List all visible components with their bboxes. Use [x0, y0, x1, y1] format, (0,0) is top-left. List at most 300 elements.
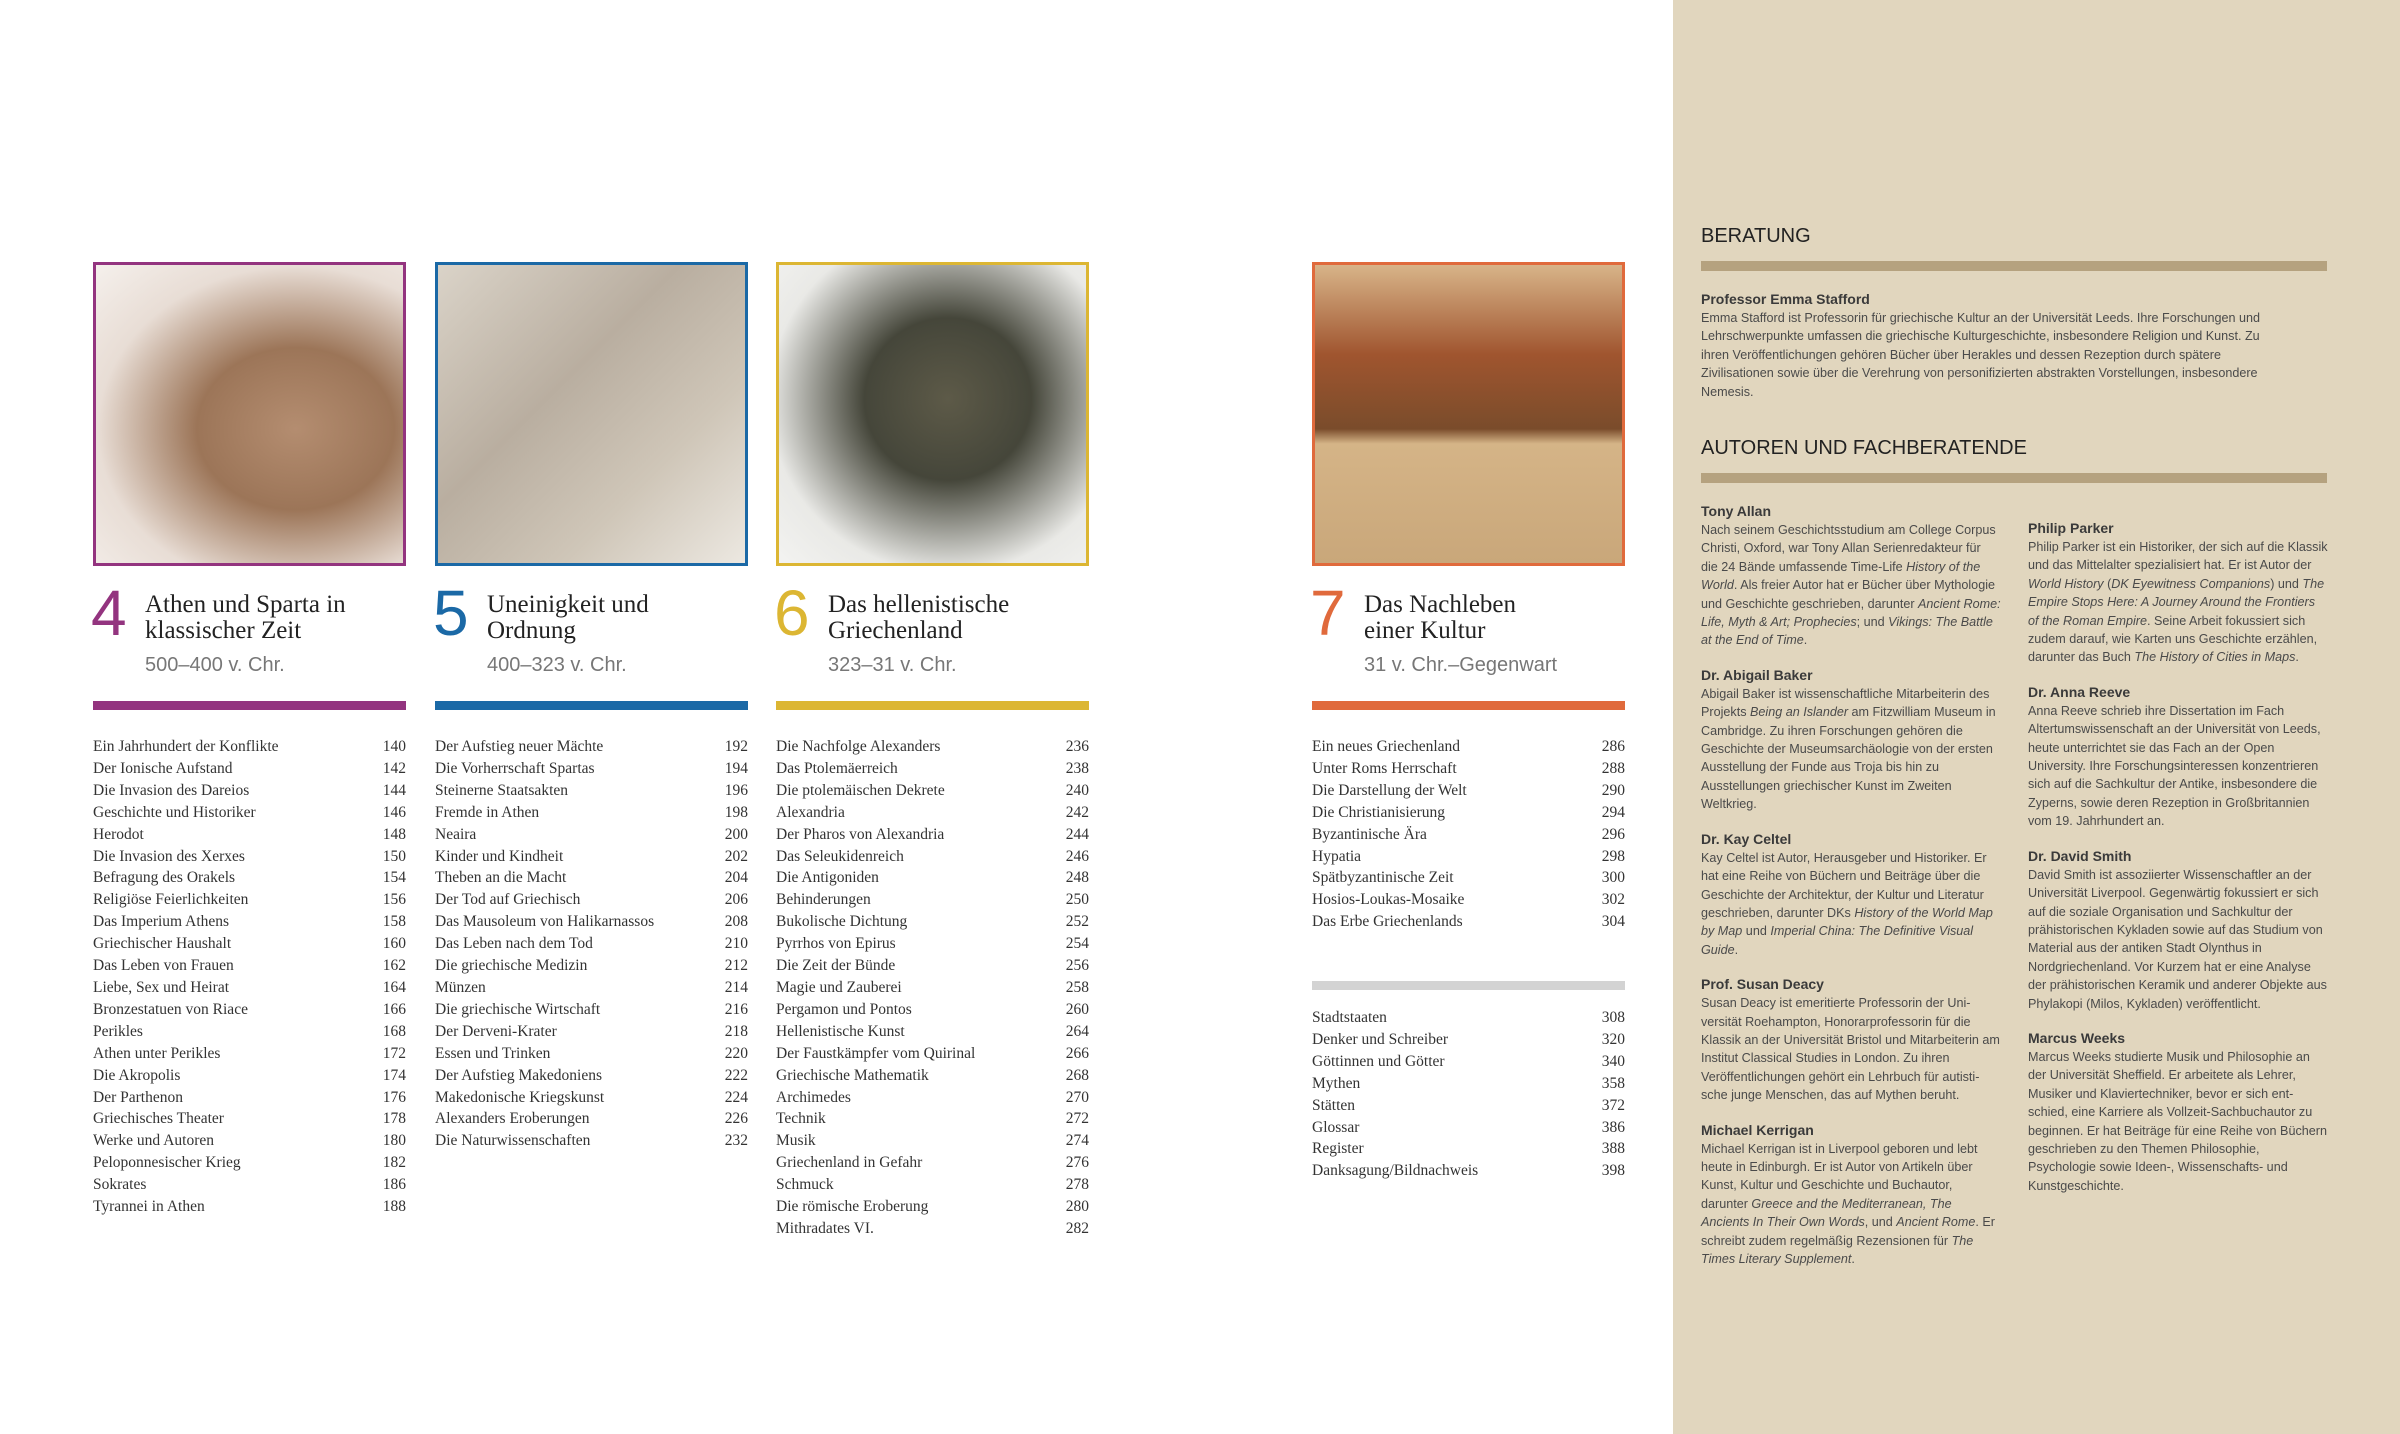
- toc-entry-page: 298: [1601, 847, 1625, 865]
- toc-entry-page: 178: [382, 1110, 406, 1128]
- toc-entry-title: Der Pharos von Alexandria: [776, 825, 945, 843]
- toc-entry-title: Glossar: [1312, 1118, 1360, 1136]
- toc-entry-title: Ein neues Griechenland: [1312, 738, 1461, 755]
- contributor-bio: Philip Parker ist ein Historiker, der sich auf die Klassik und das Mittelalter spezialisiert hat. Er ist Autor der World History (DK Eyewitness Companions) und The Empire Stops Here: A Journey Around the Frontiers of the Roman Empire. Seine Arbeit fokussiert sich zudem darauf, wie Karten uns Geschichte erzählen, darunter das Buch The History of Cities in Maps.: [2028, 540, 2328, 665]
- chapter-image-bronze-bust: [776, 262, 1089, 566]
- chapter-date: 400–323 v. Chr.: [487, 654, 627, 676]
- toc-entry-page: 340: [1601, 1052, 1625, 1070]
- toc-entry[interactable]: [435, 911, 748, 933]
- toc-entry[interactable]: [93, 1043, 406, 1065]
- toc-entry-page: 142: [382, 759, 406, 777]
- toc-entry-page: 280: [1065, 1198, 1089, 1216]
- toc-entry[interactable]: [93, 867, 406, 889]
- toc-entry[interactable]: [93, 933, 406, 955]
- toc-entry-page: 140: [382, 738, 406, 755]
- toc-entry[interactable]: [1312, 1073, 1625, 1095]
- toc-entry[interactable]: [93, 955, 406, 977]
- toc-entry[interactable]: [93, 780, 406, 802]
- toc-entry[interactable]: [776, 1021, 1089, 1043]
- toc-entry-page: 252: [1065, 913, 1089, 931]
- toc-entry-title: Sokrates: [93, 1176, 147, 1194]
- authors-heading: AUTOREN UND FACHBERATENDE: [1701, 437, 2027, 459]
- authors-divider: [1701, 473, 2327, 483]
- contributor-name: Prof. Susan Deacy: [1701, 976, 1824, 993]
- toc-entry-page: 358: [1601, 1074, 1625, 1092]
- toc-entry-page: 148: [382, 825, 406, 843]
- toc-entry-title: Stadtstaaten: [1312, 1009, 1387, 1026]
- toc-entry-page: 174: [382, 1066, 406, 1084]
- toc-entry-title: Das Seleukidenreich: [776, 847, 904, 865]
- toc-entry-title: Das Ptolemäerreich: [776, 759, 898, 777]
- contributor-name: Marcus Weeks: [2028, 1029, 2126, 1046]
- toc-entry[interactable]: [93, 999, 406, 1021]
- toc-entry-title: Das Leben von Frauen: [93, 957, 234, 975]
- toc-entry-title: Der Aufstieg Makedoniens: [435, 1066, 603, 1084]
- contributor-bio: Marcus Weeks studierte Musik und Philosophie an der Universität Sheffield. Er arbeitete als Lehrer, Musiker und Klaviertechniker, bevor er sich entschied, eine Karriere als Vollzeit-Sachbuchautor zu beginnen. Er hat Beiträge für eine Reihe von Büchern geschrieben zu den Themen Philosophie, Psychologie sowie Ideen-, Wissenschafts- und Kunstgeschichte.: [2028, 1049, 2327, 1193]
- chapter-image-stone-relief-warriors: [435, 262, 748, 566]
- contributors-panel: [1673, 0, 2400, 1434]
- contributor-bio: Susan Deacy ist emeritierte Professorin der Universität Roehampton, Honorarprofessorin für die Klassik an der Universität Bristol und Mitarbeiterin am Institut Classical Studies in London. Zu ihren Veröffentlichungen gehört ein Lehrbuch für autistische junge Menschen, das auf Mythen beruht.: [1701, 996, 2000, 1103]
- toc-entry-page: 272: [1065, 1110, 1089, 1128]
- back-matter-list: [1312, 1007, 1625, 1182]
- toc-entry[interactable]: [1312, 889, 1625, 911]
- toc-entry[interactable]: [776, 889, 1089, 911]
- toc-entry-title: Der Faustkämpfer vom Quirinal: [776, 1044, 976, 1062]
- chapter-date: 31 v. Chr.–Gegenwart: [1364, 654, 1558, 676]
- chapter-title: Das Nachleben einer Kultur: [1364, 591, 1517, 644]
- toc-entry[interactable]: [93, 736, 406, 758]
- toc-entry-title: Byzantinische Ära: [1312, 825, 1427, 843]
- toc-entry[interactable]: [1312, 736, 1625, 758]
- toc-entry-title: Befragung des Orakels: [93, 869, 236, 887]
- chapter-color-bar: [1312, 701, 1625, 710]
- toc-entry[interactable]: [776, 1130, 1089, 1152]
- chapter-toc-list: [776, 736, 1089, 1240]
- toc-entry-page: 232: [724, 1132, 748, 1150]
- toc-entry-title: Peloponnesischer Krieg: [93, 1154, 241, 1172]
- toc-entry[interactable]: [93, 802, 406, 824]
- toc-entry-title: Herodot: [93, 825, 144, 843]
- toc-entry-title: Geschichte und Historiker: [93, 803, 256, 821]
- toc-entry[interactable]: [776, 933, 1089, 955]
- contributor-name: Dr. Kay Celtel: [1701, 830, 1792, 847]
- toc-entry[interactable]: [776, 911, 1089, 933]
- toc-entry-page: 238: [1065, 759, 1089, 777]
- toc-entry-page: 212: [724, 957, 748, 975]
- toc-entry-title: Mithradates VI.: [776, 1219, 874, 1237]
- toc-entry-title: Schmuck: [776, 1176, 834, 1194]
- contributor-bio: Anna Reeve schrieb ihre Dissertation im Fach Altertumswissenschaft an der Universität von Leeds, heute unterrichtet sie das Fach an der Open University. Ihre Forschungsinteressen konzentrieren sich auf die Sachkultur der Antike, insbesondere die Zyperns, sowie deren Rezeption in Großbritannien vom 19. Jahrhundert an.: [2028, 703, 2321, 829]
- toc-entry-page: 222: [724, 1066, 748, 1084]
- toc-entry-page: 176: [382, 1088, 406, 1106]
- consultant-bio: [1701, 290, 2261, 401]
- contributor-name: Dr. Abigail Baker: [1701, 666, 1813, 683]
- toc-entry-title: Neaira: [435, 825, 477, 843]
- toc-entry[interactable]: [776, 1174, 1089, 1196]
- toc-entry-title: Die Naturwissenschaften: [435, 1132, 591, 1150]
- toc-entry[interactable]: [435, 1065, 748, 1087]
- toc-entry[interactable]: [93, 889, 406, 911]
- toc-entry[interactable]: [1312, 824, 1625, 846]
- contributor-entry: [2028, 519, 2328, 667]
- toc-entry-page: 240: [1065, 781, 1089, 799]
- toc-entry-page: 278: [1065, 1176, 1089, 1194]
- chapter-toc-list: [435, 736, 748, 1152]
- toc-entry-page: 288: [1601, 759, 1625, 777]
- toc-entry[interactable]: [93, 1021, 406, 1043]
- toc-entry-title: Das Leben nach dem Tod: [435, 935, 593, 953]
- toc-entry[interactable]: [1312, 758, 1625, 780]
- contributor-bio: Nach seinem Geschichtsstudium am College Corpus Christi, Oxford, war Tony Allan Serienredakteur für die 24 Bände umfassende Time-Life History of the World. Als freier Autor hat er Bücher über Mythologie und Geschichte geschrieben, darunter Ancient Rome: Life, Myth & Art; Prophecies; und Vikings: The Battle at the End of Time.: [1701, 523, 2001, 648]
- contributor-name: Philip Parker: [2028, 520, 2114, 536]
- toc-entry[interactable]: [93, 824, 406, 846]
- toc-entry-page: 188: [382, 1198, 406, 1216]
- toc-entry[interactable]: [93, 911, 406, 933]
- toc-entry[interactable]: [435, 780, 748, 802]
- toc-entry-title: Stätten: [1312, 1096, 1356, 1114]
- toc-entry-title: Die griechische Medizin: [435, 957, 588, 975]
- toc-entry[interactable]: [1312, 1051, 1625, 1073]
- contributor-name: Dr. David Smith: [2028, 847, 2132, 864]
- toc-entry-page: 248: [1065, 869, 1089, 887]
- chapter-date: 500–400 v. Chr.: [145, 654, 285, 676]
- toc-entry-page: 302: [1601, 891, 1625, 909]
- toc-entry-page: 194: [724, 759, 748, 777]
- toc-entry[interactable]: [776, 758, 1089, 780]
- toc-entry-title: Werke und Autoren: [93, 1132, 214, 1150]
- chapter-title: Uneinigkeit und Ordnung: [487, 591, 649, 644]
- toc-entry-title: Göttinnen und Götter: [1312, 1052, 1445, 1070]
- authors-column-1: [1701, 502, 2001, 1284]
- toc-entry[interactable]: [776, 1196, 1089, 1218]
- toc-entry-page: 258: [1065, 978, 1089, 996]
- toc-entry[interactable]: [776, 955, 1089, 977]
- chapter-image-illuminated-manuscript: [1312, 262, 1625, 566]
- chapter-color-bar: [435, 701, 748, 710]
- toc-entry-title: Musik: [776, 1132, 816, 1150]
- toc-entry[interactable]: [93, 977, 406, 999]
- toc-entry-title: Theben an die Macht: [435, 869, 567, 887]
- contributor-name: Tony Allan: [1701, 503, 1771, 519]
- toc-entry-title: Der Ionische Aufstand: [93, 759, 233, 777]
- toc-entry-page: 286: [1601, 738, 1625, 755]
- toc-entry[interactable]: [435, 802, 748, 824]
- toc-entry-title: Religiöse Feierlichkeiten: [93, 891, 249, 909]
- toc-entry-page: 270: [1065, 1088, 1089, 1106]
- toc-entry[interactable]: [93, 758, 406, 780]
- chapter-7: [1312, 262, 1625, 933]
- toc-entry[interactable]: [776, 1152, 1089, 1174]
- authors-column-2: [2028, 519, 2328, 1211]
- chapter-color-bar: [93, 701, 406, 710]
- toc-entry[interactable]: [93, 1196, 406, 1218]
- toc-entry-page: 196: [724, 781, 748, 799]
- toc-entry-title: Alexandria: [776, 803, 845, 821]
- toc-entry[interactable]: [93, 1087, 406, 1109]
- toc-entry-title: Kinder und Kindheit: [435, 847, 564, 865]
- toc-entry-page: 146: [382, 803, 406, 821]
- back-matter-divider: [1312, 981, 1625, 990]
- toc-entry-page: 254: [1065, 935, 1089, 953]
- toc-entry-page: 210: [724, 935, 748, 953]
- toc-entry[interactable]: [776, 736, 1089, 758]
- chapter-date: 323–31 v. Chr.: [828, 654, 957, 676]
- chapter-6: [776, 262, 1089, 1240]
- toc-entry-page: 256: [1065, 957, 1089, 975]
- toc-entry-page: 260: [1065, 1000, 1089, 1018]
- toc-entry-page: 308: [1601, 1009, 1625, 1026]
- toc-entry[interactable]: [93, 846, 406, 868]
- toc-entry-title: Die Vorherrschaft Spartas: [435, 759, 595, 777]
- toc-entry-page: 264: [1065, 1022, 1089, 1040]
- toc-entry-page: 320: [1601, 1030, 1625, 1048]
- contributor-entry: [1701, 830, 2001, 959]
- contributor-bio: David Smith ist assoziierter Wissenschaftler an der Universität Liverpool. Gegenwärtig fokussiert er sich auf die soziale Organisation und Sachkultur der prähistorischen Kykladen sowie auf das Studium von Material aus der antiken Stadt Olynthus in Nordgriechenland. Vor Kurzem hat er eine Analyse der prähistorischen Keramik und anderer Objekte aus Phylakopi (Milos, Kykladen) veröffentlicht.: [2028, 867, 2327, 1011]
- toc-entry-page: 202: [724, 847, 748, 865]
- toc-entry[interactable]: [1312, 1029, 1625, 1051]
- toc-entry-page: 304: [1601, 913, 1625, 931]
- toc-entry-page: 182: [382, 1154, 406, 1172]
- toc-entry-title: Hosios-Loukas-Mosaike: [1312, 891, 1465, 909]
- toc-entry-title: Das Mausoleum von Halikarnassos: [435, 913, 655, 931]
- toc-entry[interactable]: [435, 1108, 748, 1130]
- toc-entry-page: 164: [382, 978, 406, 996]
- toc-entry[interactable]: [776, 824, 1089, 846]
- toc-entry[interactable]: [776, 867, 1089, 889]
- toc-entry-page: 154: [382, 869, 406, 887]
- toc-entry-title: Griechischer Haushalt: [93, 935, 232, 953]
- toc-entry-page: 244: [1065, 825, 1089, 843]
- toc-entry-page: 276: [1065, 1154, 1089, 1172]
- toc-entry-title: Archimedes: [776, 1088, 851, 1106]
- chapter-title: Athen und Sparta in klassischer Zeit: [145, 591, 346, 644]
- toc-entry-title: Pergamon und Pontos: [776, 1000, 912, 1018]
- chapter-title: Das hellenistische Griechenland: [828, 591, 1010, 644]
- toc-entry-page: 282: [1065, 1219, 1089, 1237]
- toc-entry-page: 290: [1601, 781, 1625, 799]
- toc-entry-page: 274: [1065, 1132, 1089, 1150]
- chapter-number: 4: [91, 577, 127, 649]
- toc-entry[interactable]: [93, 1130, 406, 1152]
- toc-entry-title: Die Invasion des Dareios: [93, 781, 250, 799]
- toc-entry[interactable]: [93, 1065, 406, 1087]
- toc-entry[interactable]: [776, 1043, 1089, 1065]
- toc-entry[interactable]: [1312, 1117, 1625, 1139]
- toc-entry-page: 208: [724, 913, 748, 931]
- consulting-divider: [1701, 261, 2327, 271]
- contributor-entry: [2028, 1029, 2328, 1195]
- toc-entry-page: 216: [724, 1000, 748, 1018]
- toc-entry[interactable]: [776, 802, 1089, 824]
- toc-entry-title: Perikles: [93, 1022, 143, 1040]
- toc-entry-page: 266: [1065, 1044, 1089, 1062]
- toc-entry-page: 200: [724, 825, 748, 843]
- toc-entry-title: Athen unter Perikles: [93, 1044, 221, 1062]
- toc-entry-title: Bukolische Dichtung: [776, 913, 908, 931]
- toc-entry[interactable]: [1312, 1007, 1625, 1029]
- toc-entry-page: 398: [1601, 1162, 1625, 1180]
- toc-entry-title: Der Parthenon: [93, 1088, 183, 1106]
- toc-entry-title: Die griechische Wirtschaft: [435, 1000, 601, 1018]
- toc-entry[interactable]: [93, 1174, 406, 1196]
- toc-entry-page: 226: [724, 1110, 748, 1128]
- toc-entry-page: 204: [724, 869, 748, 887]
- toc-entry[interactable]: [1312, 1138, 1625, 1160]
- toc-entry-page: 224: [724, 1088, 748, 1106]
- toc-entry-title: Die Antigoniden: [776, 869, 879, 887]
- toc-entry[interactable]: [435, 955, 748, 977]
- contributor-entry: [1701, 502, 2001, 650]
- chapter-color-bar: [776, 701, 1089, 710]
- toc-entry-title: Steinerne Staatsakten: [435, 781, 568, 799]
- toc-entry-title: Die Zeit der Bünde: [776, 957, 896, 975]
- toc-entry-title: Denker und Schreiber: [1312, 1030, 1449, 1048]
- chapter-toc-list: [93, 736, 406, 1218]
- chapter-5: [435, 262, 748, 1152]
- toc-entry-page: 236: [1065, 738, 1089, 755]
- toc-entry[interactable]: [435, 1021, 748, 1043]
- toc-entry-page: 214: [724, 978, 748, 996]
- toc-entry[interactable]: [1312, 867, 1625, 889]
- toc-entry-title: Magie und Zauberei: [776, 978, 902, 996]
- contributor-name: Michael Kerrigan: [1701, 1121, 1814, 1138]
- toc-entry[interactable]: [776, 1087, 1089, 1109]
- toc-entry-title: Ein Jahrhundert der Konflikte: [93, 738, 279, 755]
- toc-entry-page: 192: [724, 738, 748, 755]
- toc-entry-title: Hellenistische Kunst: [776, 1022, 905, 1040]
- toc-entry-title: Der Tod auf Griechisch: [435, 891, 581, 909]
- toc-entry-page: 186: [382, 1176, 406, 1194]
- chapter-toc-list: [1312, 736, 1625, 933]
- toc-entry-page: 150: [382, 847, 406, 865]
- toc-entry-title: Pyrrhos von Epirus: [776, 935, 896, 953]
- toc-entry-page: 158: [382, 913, 406, 931]
- toc-entry[interactable]: [435, 824, 748, 846]
- chapter-image-bronze-helmet-head: [93, 262, 406, 566]
- toc-entry-page: 242: [1065, 803, 1089, 821]
- toc-entry-page: 180: [382, 1132, 406, 1150]
- toc-entry-page: 162: [382, 957, 406, 975]
- toc-entry-title: Spätbyzantinische Zeit: [1312, 869, 1454, 887]
- consulting-heading: BERATUNG: [1701, 225, 1811, 247]
- contributor-name: Dr. Anna Reeve: [2028, 683, 2131, 700]
- toc-entry[interactable]: [1312, 1160, 1625, 1182]
- contributor-bio: Emma Stafford ist Professorin für griechische Kultur an der Universität Leeds. Ihre Forschungen und Lehrschwerpunkte umfassen die griechische Kulturgeschichte, insbesondere Religion und Kunst. Zu ihren Veröffentlichungen gehören Bücher über Herakles und dessen Rezeption durch spätere Zivilisationen sowie über die Verehrung von personifizierten abstrakten Vorstellungen, insbesondere Nemesis.: [1701, 311, 2261, 399]
- toc-entry[interactable]: [1312, 911, 1625, 933]
- toc-entry[interactable]: [435, 1130, 748, 1152]
- toc-entry[interactable]: [1312, 802, 1625, 824]
- toc-entry[interactable]: [435, 867, 748, 889]
- toc-entry-title: Behinderungen: [776, 891, 871, 909]
- toc-entry-page: 294: [1601, 803, 1625, 821]
- toc-entry-page: 268: [1065, 1066, 1089, 1084]
- toc-entry-title: Griechisches Theater: [93, 1110, 224, 1128]
- chapter-number: 5: [433, 577, 469, 649]
- toc-entry[interactable]: [435, 736, 748, 758]
- toc-entry-page: 172: [382, 1044, 406, 1062]
- toc-entry-title: Mythen: [1312, 1074, 1361, 1092]
- toc-entry-title: Die ptolemäischen Dekrete: [776, 781, 945, 799]
- chapter-number: 7: [1310, 577, 1346, 649]
- toc-entry-title: Technik: [776, 1110, 826, 1128]
- toc-entry[interactable]: [435, 846, 748, 868]
- contributor-entry: [2028, 683, 2328, 831]
- toc-entry-title: Das Erbe Griechenlands: [1312, 913, 1463, 931]
- toc-entry[interactable]: [776, 1065, 1089, 1087]
- toc-entry[interactable]: [435, 1087, 748, 1109]
- toc-entry-page: 250: [1065, 891, 1089, 909]
- toc-entry-title: Griechenland in Gefahr: [776, 1154, 923, 1172]
- toc-entry[interactable]: [776, 846, 1089, 868]
- toc-entry[interactable]: [776, 780, 1089, 802]
- toc-entry[interactable]: [435, 758, 748, 780]
- toc-entry[interactable]: [435, 1043, 748, 1065]
- toc-entry[interactable]: [93, 1108, 406, 1130]
- toc-entry-title: Die römische Eroberung: [776, 1198, 929, 1216]
- toc-entry[interactable]: [1312, 780, 1625, 802]
- toc-entry[interactable]: [435, 889, 748, 911]
- toc-entry-title: Liebe, Sex und Heirat: [93, 978, 230, 996]
- toc-entry-page: 372: [1601, 1096, 1625, 1114]
- toc-entry-page: 198: [724, 803, 748, 821]
- toc-entry[interactable]: [776, 1108, 1089, 1130]
- toc-entry-title: Fremde in Athen: [435, 803, 540, 821]
- toc-entry-page: 220: [724, 1044, 748, 1062]
- contributor-entry: [2028, 847, 2328, 1013]
- contributor-entry: [1701, 1121, 2001, 1269]
- contributor-bio: Abigail Baker ist wissenschaftliche Mitarbeiterin des Projekts Being an Islander am Fitzwilliam Museum in Cambridge. Zu ihren Forschungen gehören die Geschichte der Museumsarchäologie von der ersten Ausstellung der Funde aus Troja bis hin zu Ausstellungen griechischer Kunst im Zweiten Weltkrieg.: [1701, 686, 1996, 812]
- toc-entry[interactable]: [93, 1152, 406, 1174]
- toc-entry-page: 300: [1601, 869, 1625, 887]
- toc-entry-title: Danksagung/Bildnachweis: [1312, 1162, 1479, 1180]
- toc-entry-title: Bronzestatuen von Riace: [93, 1000, 248, 1018]
- toc-entry-title: Münzen: [435, 978, 486, 996]
- toc-entry-title: Der Aufstieg neuer Mächte: [435, 738, 604, 755]
- toc-entry[interactable]: [435, 977, 748, 999]
- toc-entry-page: 296: [1601, 825, 1625, 843]
- toc-entry-page: 386: [1601, 1118, 1625, 1136]
- contributor-bio: Kay Celtel ist Autor, Herausgeber und Historiker. Er hat eine Reihe von Büchern und Beiträge über die Geschichte der Architektur, der Kultur und Literatur geschrieben, darunter DKs History of the World Map by Map und Imperial China: The Definitive Visual Guide.: [1701, 850, 1993, 957]
- toc-entry-title: Die Darstellung der Welt: [1312, 781, 1467, 799]
- toc-entry-title: Alexanders Eroberungen: [435, 1110, 590, 1128]
- toc-entry-title: Makedonische Kriegskunst: [435, 1088, 605, 1106]
- toc-entry[interactable]: [776, 999, 1089, 1021]
- toc-entry-page: 156: [382, 891, 406, 909]
- toc-entry-title: Griechische Mathematik: [776, 1066, 929, 1084]
- toc-entry[interactable]: [435, 933, 748, 955]
- contributor-entry: [1701, 975, 2001, 1104]
- toc-entry[interactable]: [1312, 1095, 1625, 1117]
- contributor-name: Professor Emma Stafford: [1701, 291, 1870, 307]
- chapter-4: [93, 262, 406, 1218]
- toc-entry-page: 246: [1065, 847, 1089, 865]
- toc-entry-title: Das Imperium Athens: [93, 913, 230, 931]
- toc-entry[interactable]: [435, 999, 748, 1021]
- toc-entry[interactable]: [1312, 846, 1625, 868]
- chapter-number: 6: [774, 577, 810, 649]
- contributor-bio: Michael Kerrigan ist in Liverpool geboren und lebt heute in Edinburgh. Er ist Autor von Artikeln über Kunst, Kultur und Geschichte und Buchautor, darunter Greece and the Mediterranean, The Ancients In Their Own Words, und Ancient Rome. Er schreibt zudem regelmäßig Rezensionen für The Times Literary Supplement.: [1701, 1141, 1995, 1266]
- toc-entry-title: Hypatia: [1312, 847, 1362, 865]
- toc-entry[interactable]: [776, 1218, 1089, 1240]
- toc-entry-page: 206: [724, 891, 748, 909]
- toc-entry[interactable]: [776, 977, 1089, 999]
- toc-entry-title: Unter Roms Herrschaft: [1312, 759, 1457, 777]
- toc-entry-page: 160: [382, 935, 406, 953]
- toc-entry-page: 168: [382, 1022, 406, 1040]
- toc-entry-page: 388: [1601, 1140, 1625, 1158]
- contributor-entry: [1701, 666, 2001, 814]
- toc-entry-title: Die Christianisierung: [1312, 803, 1446, 821]
